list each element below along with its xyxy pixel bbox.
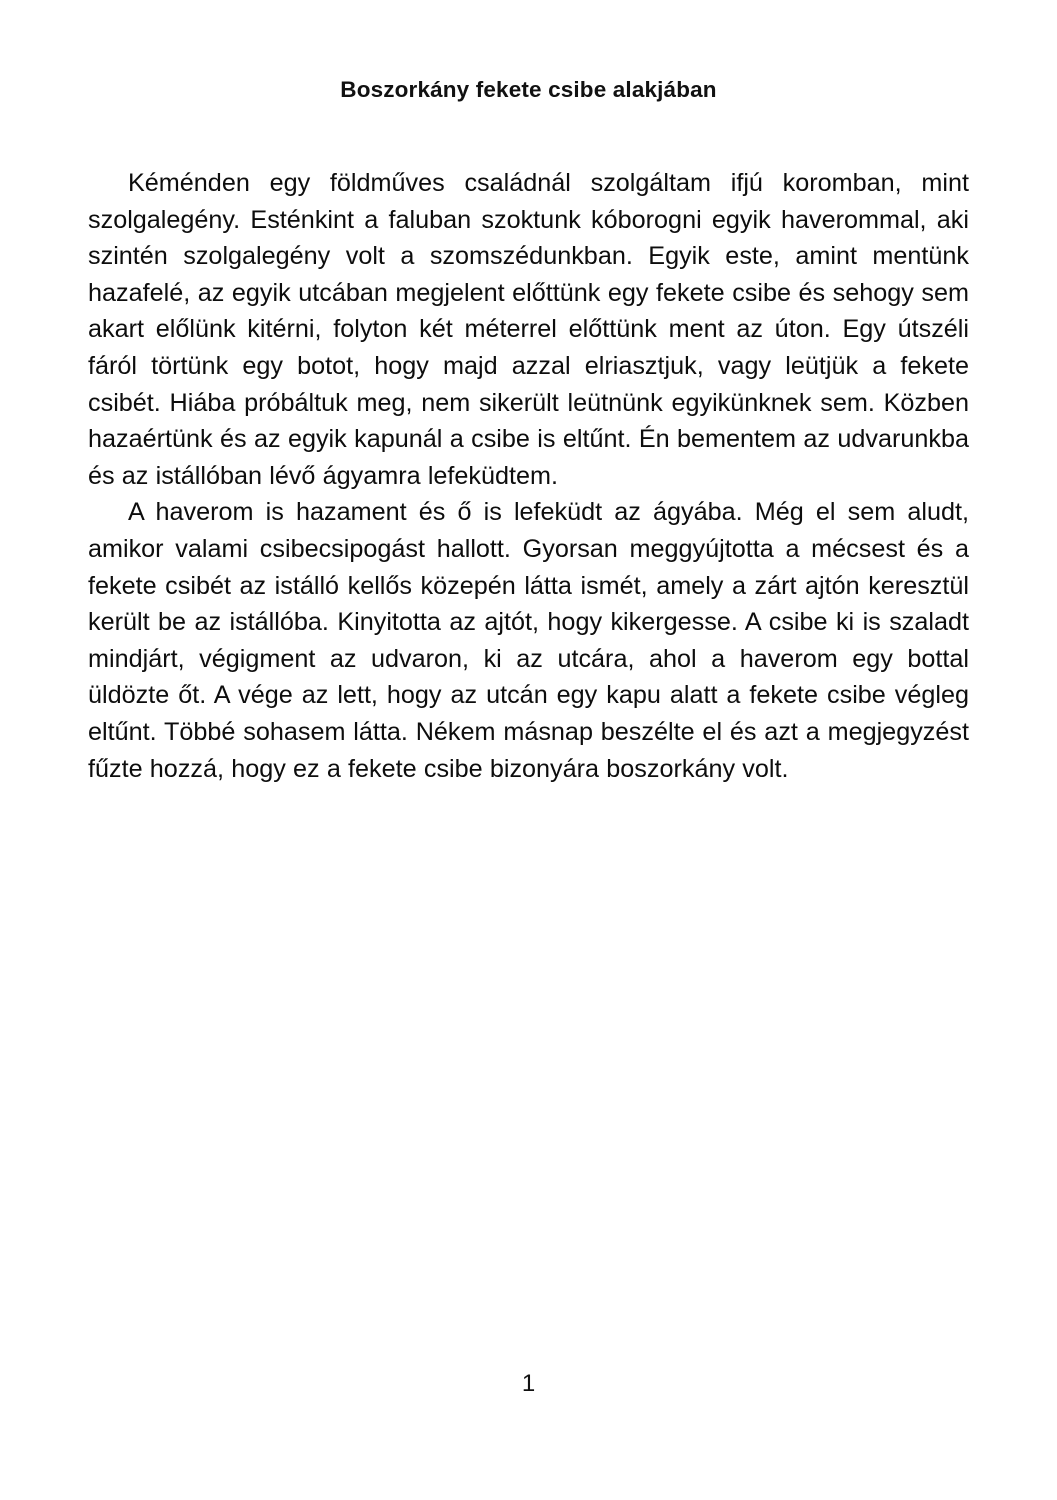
page-title: Boszorkány fekete csibe alakjában: [340, 77, 717, 103]
page-number: 1: [521, 1370, 536, 1397]
body-text-block: [88, 165, 969, 787]
paragraph: A haverom is hazament és ő is lefeküdt az ágyába. Még el sem aludt, amikor valami csibecsipogást hallott. Gyorsan meggyújtotta a mécsest és a fekete csibét az istálló kellős közepén látta ismét, amely a zárt ajtón keresztül került be az istállóba. Kinyitotta az ajtót, hogy kikergesse. A csibe ki is szaladt mindjárt, végigment az udvaron, ki az utcára, ahol a haverom egy bottal üldözte őt. A vége az lett, hogy az utcán egy kapu alatt a fekete csibe végleg eltűnt. Többé sohasem látta. Nékem másnap beszélte el és azt a megjegyzést fűzte hozzá, hogy ez a fekete csibe bizonyára boszorkány volt.: [88, 498, 969, 783]
paragraph: Kéménden egy földműves családnál szolgáltam ifjú koromban, mint szolgalegény. Esténkint a faluban szoktunk kóborogni egyik haverommal, aki szintén szolgalegény volt a szomszédunkban. Egyik este, amint mentünk hazafelé, az egyik utcában megjelent előttünk egy fekete csibe és sehogy sem akart előlünk kitérni, folyton két méterrel előttünk ment az úton. Egy útszéli fáról törtünk egy botot, hogy majd azzal elriasztjuk, vagy leütjük a fekete csibét. Hiába próbáltuk meg, nem sikerült leütnünk egyikünknek sem. Közben hazaértünk és az egyik kapunál a csibe is eltűnt. Én bementem az udvarunkba és az istállóban lévő ágyamra lefeküdtem.: [88, 169, 969, 490]
